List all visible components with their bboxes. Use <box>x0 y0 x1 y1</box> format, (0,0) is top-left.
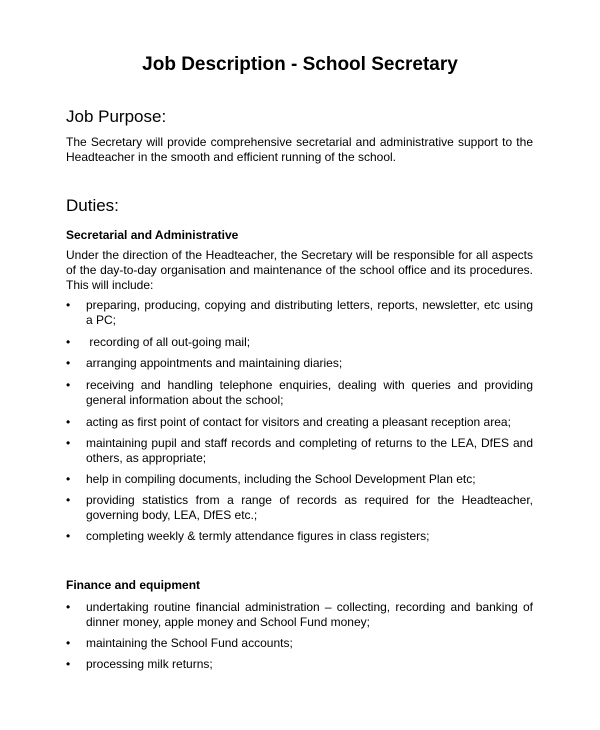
bullet-icon: • <box>66 657 71 671</box>
list-item-text: acting as first point of contact for visitors and creating a pleasant reception area; <box>86 415 511 429</box>
finance-heading: Finance and equipment <box>66 578 201 592</box>
list-item-text: preparing, producing, copying and distributing letters, reports, newsletter, etc using a PC; <box>86 298 533 327</box>
bullet-icon: • <box>66 493 71 507</box>
list-item-text: receiving and handling telephone enquiries, dealing with queries and providing general information about the school; <box>86 378 533 407</box>
bullet-icon: • <box>66 472 71 486</box>
bullet-icon: • <box>66 335 71 349</box>
bullet-icon: • <box>66 529 71 543</box>
secretarial-intro: Under the direction of the Headteacher, the Secretary will be responsible for all aspects of the day-to-day organisation and maintenance of the school office and its procedures. This will include: <box>66 248 533 292</box>
list-item-text: completing weekly & termly attendance figures in class registers; <box>86 529 430 543</box>
document-title: Job Description - School Secretary <box>142 54 458 75</box>
bullet-icon: • <box>66 600 71 614</box>
list-item-text: help in compiling documents, including the School Development Plan etc; <box>86 472 476 486</box>
list-item-text: maintaining the School Fund accounts; <box>86 636 293 650</box>
bullet-icon: • <box>66 436 71 450</box>
job-purpose-heading: Job Purpose: <box>66 107 167 126</box>
bullet-icon: • <box>66 356 71 370</box>
bullet-icon: • <box>66 378 71 392</box>
list-item-text: undertaking routine financial administration – collecting, recording and banking of dinner money, apple money and School Fund money; <box>86 600 533 629</box>
list-item-text: maintaining pupil and staff records and completing of returns to the LEA, DfES and others, as appropriate; <box>86 436 533 465</box>
list-item-text: processing milk returns; <box>86 657 213 671</box>
job-purpose-text: The Secretary will provide comprehensive secretarial and administrative support to the Headteacher in the smooth and efficient running of the school. <box>66 135 533 164</box>
list-item-text: recording of all out-going mail; <box>86 335 251 349</box>
bullet-icon: • <box>66 415 71 429</box>
bullet-icon: • <box>66 636 71 650</box>
list-item-text: arranging appointments and maintaining diaries; <box>86 356 343 370</box>
list-item-text: providing statistics from a range of records as required for the Headteacher, governing body, LEA, DfES etc.; <box>86 493 533 522</box>
secretarial-heading: Secretarial and Administrative <box>66 228 239 242</box>
duties-heading: Duties: <box>66 196 119 215</box>
bullet-icon: • <box>66 298 71 312</box>
